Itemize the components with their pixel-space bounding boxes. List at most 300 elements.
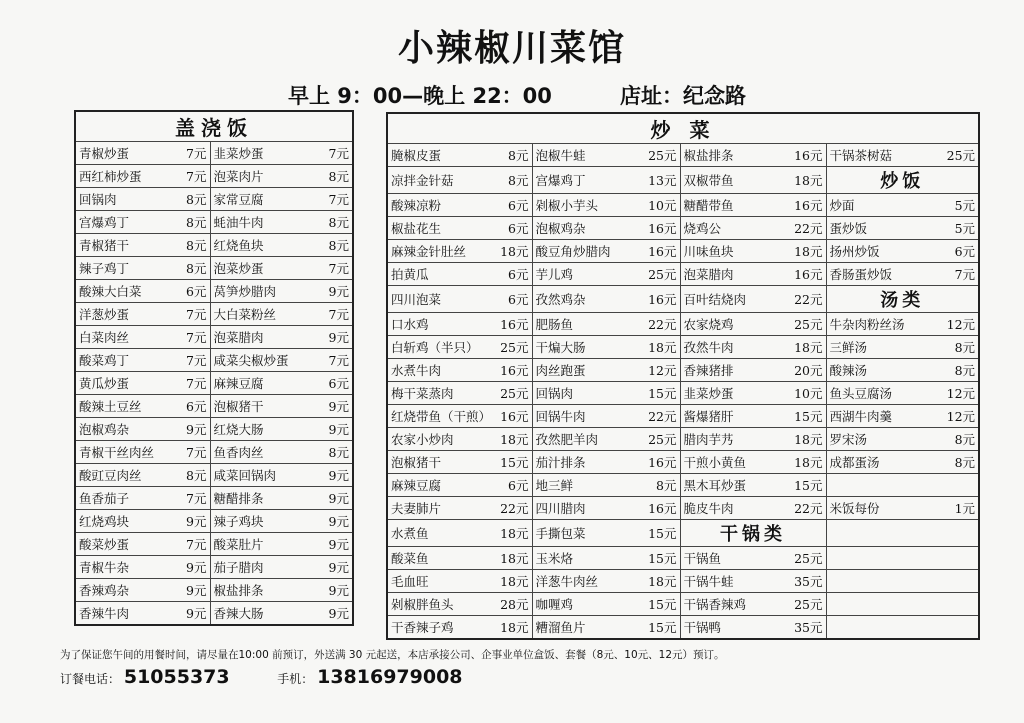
menu-item [210, 372, 353, 395]
dish-name: 白斩鸡（半只） [391, 340, 479, 355]
dish-name: 干锅牛蛙 [683, 574, 734, 589]
menu-item [532, 217, 680, 240]
dish-name: 干煎小黄鱼 [683, 455, 747, 470]
menu-item [75, 441, 210, 464]
table-row [387, 194, 979, 217]
table-row [387, 616, 979, 640]
stirfry-heading: 炒 菜 [387, 113, 979, 144]
menu-item [75, 395, 210, 418]
menu-item [532, 240, 680, 263]
menu-item [210, 257, 353, 280]
dish-price: 16元 [648, 244, 677, 259]
menu-item [75, 165, 210, 188]
dish-name: 糖醋带鱼 [683, 198, 734, 213]
dish-name: 泡椒牛蛙 [535, 148, 586, 163]
dish-price: 18元 [500, 432, 529, 447]
dish-name: 毛血旺 [391, 574, 429, 589]
dish-name: 泡菜炒蛋 [213, 261, 264, 276]
dish-price: 22元 [794, 501, 823, 516]
dish-price: 7元 [328, 192, 349, 207]
dish-price: 18元 [500, 620, 529, 635]
menu-item [387, 263, 532, 286]
dish-name: 罗宋汤 [829, 432, 868, 447]
dish-price: 7元 [186, 169, 207, 184]
dish-price: 18元 [794, 432, 823, 447]
dish-name: 酸豆角炒腊肉 [535, 244, 611, 259]
dish-name: 香辣大肠 [213, 606, 264, 621]
dish-price: 16元 [648, 221, 677, 236]
dish-price: 7元 [328, 146, 349, 161]
dish-name: 泡菜腊肉 [683, 267, 734, 282]
dish-name: 地三鲜 [535, 478, 574, 493]
dish-price: 16元 [648, 292, 677, 307]
dish-price: 6元 [186, 284, 207, 299]
menu-item [680, 359, 826, 382]
dish-price: 15元 [648, 386, 677, 401]
menu-item [75, 464, 210, 487]
table-row [387, 405, 979, 428]
mobile-label: 手机： [277, 672, 314, 686]
dish-name: 青椒干丝肉丝 [79, 445, 155, 460]
menu-item [75, 257, 210, 280]
dish-name: 宫爆鸡丁 [79, 215, 130, 230]
dish-name: 酸辣土豆丝 [79, 399, 142, 414]
table-row [75, 326, 353, 349]
dish-name: 干香辣子鸡 [391, 620, 454, 635]
menu-item [532, 616, 680, 640]
dish-name: 百叶结烧肉 [683, 292, 747, 307]
dish-price: 9元 [328, 422, 349, 437]
menu-item [680, 405, 826, 428]
dish-name: 宫爆鸡丁 [535, 173, 586, 188]
dish-price: 22元 [648, 409, 677, 424]
menu-item [680, 451, 826, 474]
dish-name: 凉拌金针菇 [391, 173, 454, 188]
dish-price: 7元 [186, 537, 207, 552]
menu-item [532, 144, 680, 167]
dish-price: 9元 [186, 422, 207, 437]
dish-name: 肉丝跑蛋 [535, 363, 586, 378]
table-row [387, 313, 979, 336]
dish-name: 蚝油牛肉 [213, 215, 264, 230]
menu-item [75, 372, 210, 395]
address: 店址：纪念路 [620, 84, 746, 108]
dish-name: 糖醋排条 [213, 491, 264, 506]
dish-price: 8元 [954, 363, 976, 378]
dish-name: 鱼香肉丝 [213, 445, 264, 460]
dish-price: 9元 [328, 330, 349, 345]
dish-price: 18元 [794, 173, 823, 188]
menu-item [387, 144, 532, 167]
dish-price: 9元 [328, 537, 349, 552]
dish-name: 莴笋炒腊肉 [213, 284, 277, 299]
menu-item [680, 194, 826, 217]
menu-item [532, 428, 680, 451]
dish-price: 16元 [500, 409, 529, 424]
dish-name: 泡菜肉片 [213, 169, 264, 184]
menu-item [826, 593, 979, 616]
dish-name: 农家烧鸡 [683, 317, 734, 332]
menu-item [680, 313, 826, 336]
dish-price: 18元 [794, 340, 823, 355]
dish-price: 18元 [500, 526, 529, 541]
table-row [75, 395, 353, 418]
menu-item [826, 217, 979, 240]
table-row [75, 257, 353, 280]
dish-name: 牛杂肉粉丝汤 [829, 317, 905, 332]
dish-price: 7元 [186, 445, 207, 460]
menu-item [826, 474, 979, 497]
menu-item [826, 240, 979, 263]
dish-name: 泡椒猪干 [391, 455, 442, 470]
dish-name: 孜然牛肉 [683, 340, 734, 355]
dish-price: 25元 [794, 597, 823, 612]
dish-name: 酸辣凉粉 [391, 198, 442, 213]
menu-item [387, 497, 532, 520]
menu-item [826, 144, 979, 167]
dish-price: 35元 [794, 574, 823, 589]
menu-item [387, 520, 532, 547]
dish-name: 椒盐花生 [391, 221, 442, 236]
table-row [387, 570, 979, 593]
table-row [387, 240, 979, 263]
dish-price: 35元 [794, 620, 823, 635]
dish-name: 青椒牛杂 [79, 560, 130, 575]
dish-price: 9元 [328, 560, 349, 575]
menu-item [826, 405, 979, 428]
dish-name: 酸菜鸡丁 [79, 353, 130, 368]
dish-price: 6元 [186, 399, 207, 414]
menu-item [826, 382, 979, 405]
dish-price: 22元 [794, 292, 823, 307]
menu-item [826, 263, 979, 286]
dish-name: 肥肠鱼 [535, 317, 574, 332]
dish-name: 干锅鸭 [683, 620, 722, 635]
menu-item [75, 510, 210, 533]
dish-price: 15元 [648, 551, 677, 566]
dish-price: 7元 [186, 353, 207, 368]
dish-price: 15元 [794, 478, 823, 493]
dish-name: 泡椒鸡杂 [535, 221, 586, 236]
menu-item [75, 188, 210, 211]
dish-name: 酸菜鱼 [391, 551, 429, 566]
menu-item [532, 286, 680, 313]
dish-price: 25元 [500, 340, 529, 355]
dish-name: 泡椒猪干 [213, 399, 264, 414]
menu-item [75, 579, 210, 602]
menu-item [680, 286, 826, 313]
dish-name: 酸豇豆肉丝 [79, 468, 142, 483]
menu-item [75, 418, 210, 441]
dish-price: 12元 [946, 409, 976, 424]
contact-line [60, 666, 463, 688]
dish-name: 鱼香茄子 [79, 491, 130, 506]
dish-price: 9元 [186, 606, 207, 621]
dish-name: 剁椒小芋头 [535, 198, 599, 213]
table-row [387, 547, 979, 570]
table-row [75, 280, 353, 303]
friedrice-heading: 炒饭 [826, 167, 979, 194]
dish-price: 6元 [954, 244, 976, 259]
dish-name: 梅干菜蒸肉 [391, 386, 454, 401]
menu-item [210, 487, 353, 510]
menu-item [210, 510, 353, 533]
table-row [387, 382, 979, 405]
dish-name: 剁椒胖鱼头 [391, 597, 454, 612]
menu-item [532, 405, 680, 428]
dish-name: 夫妻肺片 [391, 501, 442, 516]
menu-item [387, 451, 532, 474]
menu-item [532, 336, 680, 359]
table-row [387, 474, 979, 497]
dish-price: 7元 [186, 491, 207, 506]
dish-price: 8元 [656, 478, 677, 493]
dish-name: 青椒猪干 [79, 238, 130, 253]
menu-item [75, 326, 210, 349]
dish-price: 7元 [328, 307, 349, 322]
menu-item [387, 313, 532, 336]
menu-item [680, 428, 826, 451]
dish-name: 香肠蛋炒饭 [829, 267, 893, 282]
dish-price: 25元 [648, 148, 677, 163]
table-row [387, 144, 979, 167]
menu-item [532, 547, 680, 570]
dish-name: 泡菜腊肉 [213, 330, 264, 345]
menu-item [210, 234, 353, 257]
restaurant-title: 小辣椒川菜馆 [397, 28, 626, 69]
menu-item [210, 418, 353, 441]
table-row [75, 441, 353, 464]
menu-item [210, 303, 353, 326]
menu-item [532, 451, 680, 474]
dish-price: 8元 [328, 215, 349, 230]
menu-item [680, 547, 826, 570]
dish-price: 7元 [954, 267, 976, 282]
table-row [387, 520, 979, 547]
dish-name: 酸辣大白菜 [79, 284, 142, 299]
table-row [387, 286, 979, 313]
dish-name: 麻辣豆腐 [213, 376, 264, 391]
menu-item [75, 487, 210, 510]
dish-name: 农家小炒肉 [391, 432, 454, 447]
menu-item [387, 570, 532, 593]
dish-name: 红烧鸡块 [79, 514, 130, 529]
dish-price: 7元 [328, 353, 349, 368]
menu-item [826, 451, 979, 474]
menu-item [387, 593, 532, 616]
order-phone-label: 订餐电话： [60, 672, 121, 686]
dish-price: 8元 [328, 169, 349, 184]
dish-price: 6元 [508, 267, 529, 282]
dish-price: 7元 [186, 330, 207, 345]
menu-item [210, 349, 353, 372]
dish-name: 椒盐排条 [213, 583, 264, 598]
dish-price: 22元 [500, 501, 529, 516]
menu-item [532, 593, 680, 616]
dish-name: 回锅肉 [79, 192, 117, 207]
menu-item [826, 570, 979, 593]
dish-name: 白菜肉丝 [79, 330, 130, 345]
dish-name: 辣子鸡丁 [79, 261, 130, 276]
dish-name: 腌椒皮蛋 [391, 148, 442, 163]
dish-name: 烧鸡公 [683, 221, 722, 236]
dish-name: 酸菜炒蛋 [79, 537, 130, 552]
dish-price: 8元 [954, 455, 976, 470]
table-row [75, 533, 353, 556]
dish-price: 9元 [328, 399, 349, 414]
dish-name: 洋葱炒蛋 [79, 307, 130, 322]
dish-name: 酱爆猪肝 [683, 409, 734, 424]
menu-item [210, 441, 353, 464]
menu-item [387, 286, 532, 313]
dish-name: 回锅牛肉 [535, 409, 586, 424]
dish-name: 脆皮牛肉 [683, 501, 734, 516]
table-row [75, 556, 353, 579]
menu-item [75, 556, 210, 579]
dish-price: 22元 [794, 221, 823, 236]
dish-price: 6元 [508, 478, 529, 493]
menu-item [680, 382, 826, 405]
dish-price: 8元 [508, 148, 529, 163]
menu-item [75, 349, 210, 372]
soup-heading: 汤类 [826, 286, 979, 313]
dish-name: 四川泡菜 [391, 292, 442, 307]
dish-name: 香辣牛肉 [79, 606, 130, 621]
dish-name: 泡椒鸡杂 [79, 422, 130, 437]
menu-item [680, 217, 826, 240]
table-row [75, 188, 353, 211]
menu-item [826, 336, 979, 359]
menu-item [680, 167, 826, 194]
dish-name: 手撕包菜 [535, 526, 586, 541]
dish-price: 13元 [648, 173, 677, 188]
dish-price: 28元 [500, 597, 529, 612]
menu-item [826, 359, 979, 382]
dish-name: 水煮鱼 [391, 526, 429, 541]
dish-price: 7元 [328, 261, 349, 276]
table-row [75, 487, 353, 510]
menu-item [532, 263, 680, 286]
table-row [387, 359, 979, 382]
menu-item [387, 405, 532, 428]
dish-name: 麻辣豆腐 [391, 478, 442, 493]
dish-price: 25元 [946, 148, 976, 163]
dish-name: 红烧鱼块 [213, 238, 264, 253]
ordering-note: 为了保证您午间的用餐时间，请尽量在10:00 前预订，外送满 30 元起送，本店承接公司、企事业单位盒饭、套餐（8元、10元、12元）预订。 [60, 649, 725, 661]
table-row [387, 217, 979, 240]
dish-price: 16元 [648, 501, 677, 516]
order-phone-number: 51055373 [123, 666, 230, 688]
dish-price: 16元 [794, 267, 823, 282]
menu-item [387, 359, 532, 382]
dish-price: 8元 [954, 432, 976, 447]
dish-name: 香辣鸡杂 [79, 583, 130, 598]
menu-item [532, 167, 680, 194]
menu-item [680, 474, 826, 497]
dish-name: 干锅鱼 [683, 551, 722, 566]
dish-price: 15元 [648, 597, 677, 612]
dish-price: 22元 [648, 317, 677, 332]
dish-name: 干锅茶树菇 [829, 148, 893, 163]
menu-item [680, 616, 826, 640]
dish-name: 红烧大肠 [213, 422, 264, 437]
dish-price: 10元 [648, 198, 677, 213]
table-row [387, 593, 979, 616]
stirfry-menu-table [386, 112, 980, 640]
dish-price: 9元 [328, 606, 349, 621]
dish-name: 扬州炒饭 [829, 244, 880, 259]
menu-item [532, 313, 680, 336]
dish-price: 16元 [648, 455, 677, 470]
dish-name: 三鲜汤 [829, 340, 868, 355]
table-row [387, 451, 979, 474]
dish-price: 8元 [186, 215, 207, 230]
dish-name: 酸菜肚片 [213, 537, 264, 552]
dish-price: 5元 [954, 198, 976, 213]
dish-price: 8元 [186, 238, 207, 253]
dish-price: 16元 [794, 148, 823, 163]
dish-name: 干锅香辣鸡 [683, 597, 747, 612]
menu-item [532, 359, 680, 382]
menu-item [532, 194, 680, 217]
menu-item [826, 194, 979, 217]
table-row [387, 497, 979, 520]
menu-item [387, 336, 532, 359]
dish-name: 孜然鸡杂 [535, 292, 586, 307]
dish-name: 茄汁排条 [535, 455, 586, 470]
table-row [75, 211, 353, 234]
dish-name: 水煮牛肉 [391, 363, 442, 378]
dish-name: 红烧带鱼（干煎） [391, 409, 492, 424]
table-row [75, 165, 353, 188]
dish-name: 辣子鸡块 [213, 514, 264, 529]
dish-price: 7元 [186, 376, 207, 391]
menu-item [75, 303, 210, 326]
menu-item [826, 497, 979, 520]
dish-name: 成都蛋汤 [829, 455, 880, 470]
dish-name: 黄瓜炒蛋 [79, 376, 130, 391]
menu-item [387, 240, 532, 263]
menu-item [210, 395, 353, 418]
menu-item [532, 520, 680, 547]
menu-item [210, 280, 353, 303]
opening-hours: 早上 9：00—晚上 22：00 [288, 84, 552, 108]
dish-price: 15元 [794, 409, 823, 424]
menu-item [75, 533, 210, 556]
dish-price: 10元 [794, 386, 823, 401]
dish-price: 16元 [500, 317, 529, 332]
menu-item [387, 217, 532, 240]
menu-item [826, 313, 979, 336]
dish-name: 四川腊肉 [535, 501, 586, 516]
dish-name: 咖喱鸡 [535, 597, 574, 612]
dish-price: 12元 [946, 386, 976, 401]
dish-name: 茄子腊肉 [213, 560, 264, 575]
table-row [75, 303, 353, 326]
dish-name: 玉米烙 [535, 551, 574, 566]
table-row [387, 428, 979, 451]
dish-name: 蛋炒饭 [829, 221, 868, 236]
dish-name: 米饭每份 [829, 501, 880, 516]
dish-name: 黑木耳炒蛋 [683, 478, 747, 493]
dish-price: 15元 [648, 620, 677, 635]
menu-item [210, 165, 353, 188]
dish-price: 9元 [186, 583, 207, 598]
menu-item [680, 497, 826, 520]
dish-name: 干煸大肠 [535, 340, 586, 355]
menu-item [532, 570, 680, 593]
menu-item [210, 142, 353, 165]
